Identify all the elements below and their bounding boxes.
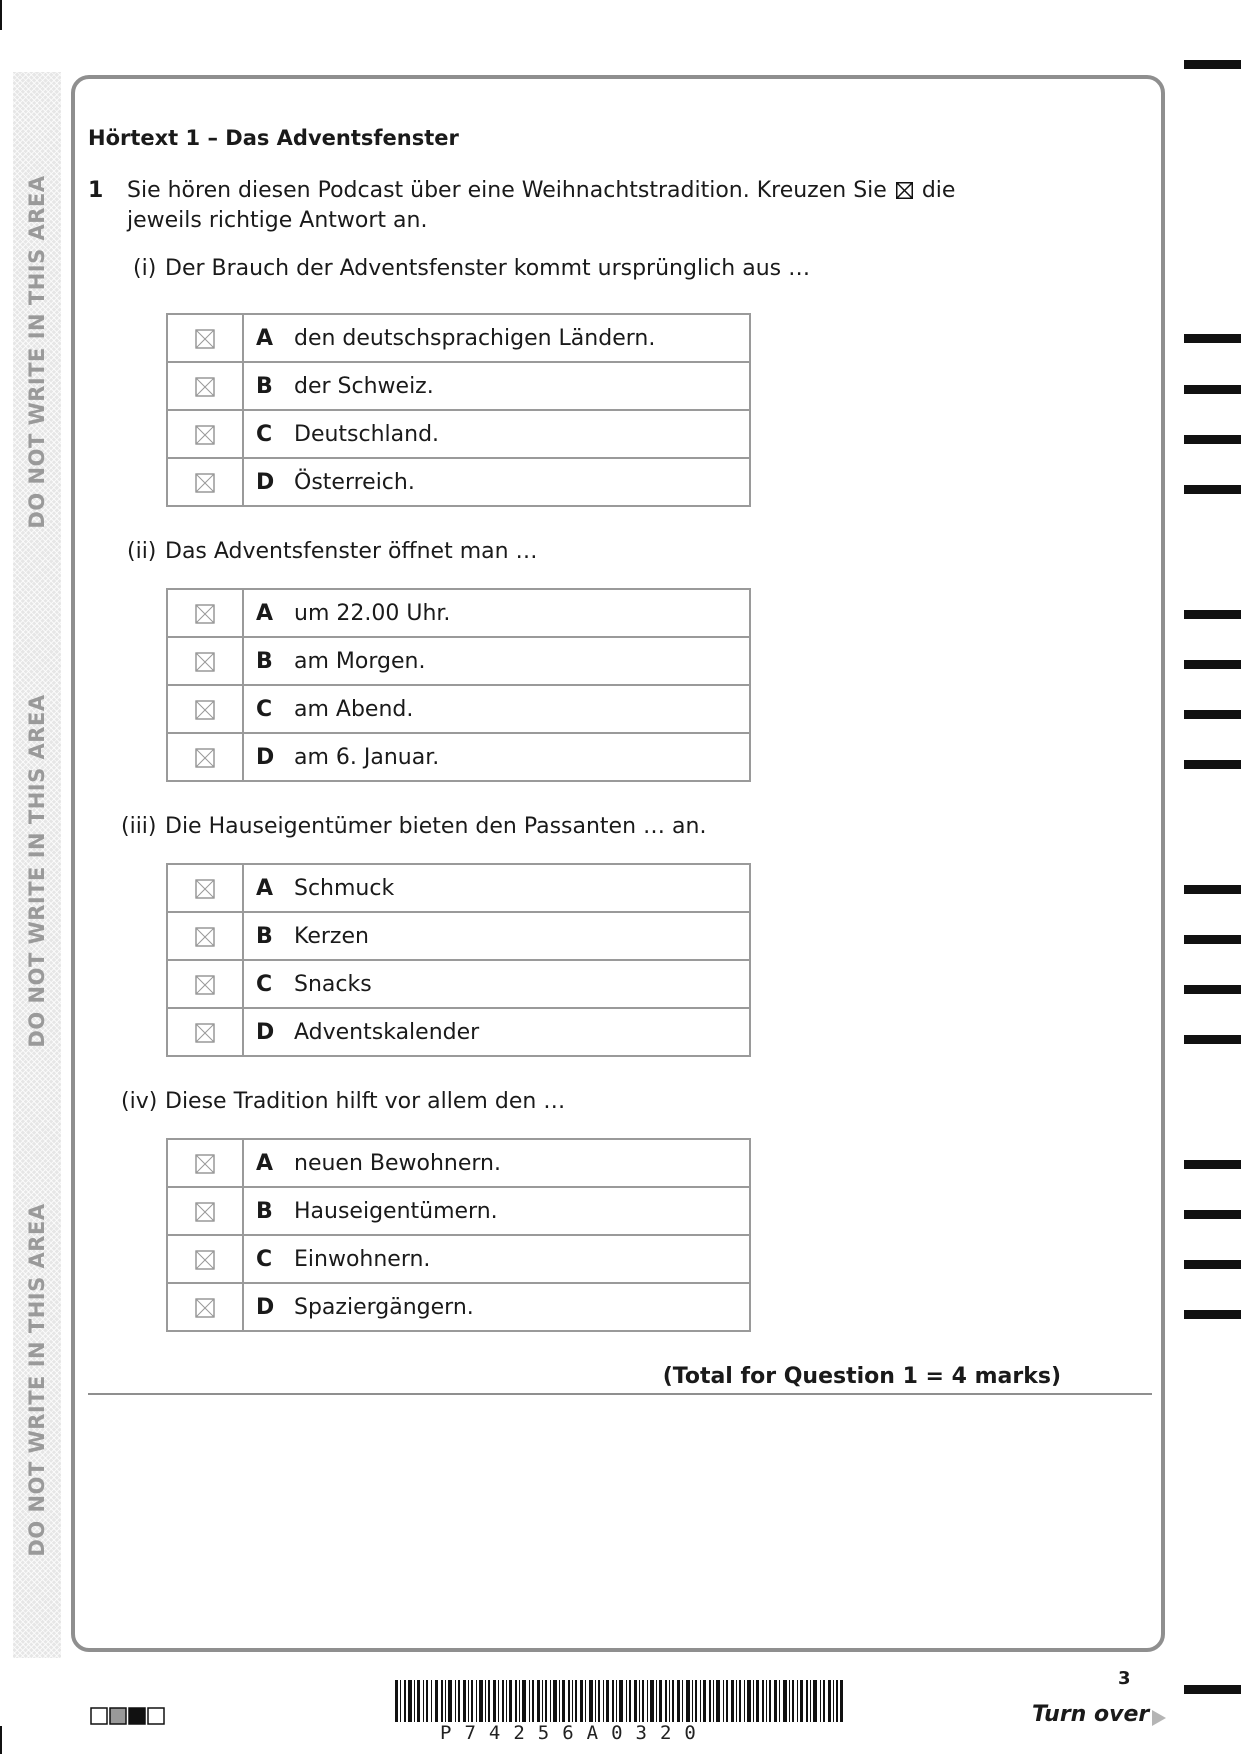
- option-text: Österreich.: [294, 469, 415, 495]
- option-row: [167, 733, 750, 781]
- crossed-box-icon: [896, 182, 913, 199]
- option-letter: B: [256, 1198, 273, 1224]
- options-table-iii: [166, 863, 751, 1057]
- part-text-i: Der Brauch der Adventsfenster kommt ursprünglich aus …: [165, 256, 811, 281]
- option-row: [167, 960, 750, 1008]
- option-text: Schmuck: [294, 875, 395, 901]
- option-text: am 6. Januar.: [294, 744, 440, 770]
- part-label-iii: (iii): [121, 814, 157, 839]
- turn-over-label: Turn over: [1032, 1702, 1150, 1727]
- timing-mark: [1184, 660, 1241, 669]
- option-row: [167, 1235, 750, 1283]
- option-cell: [243, 1008, 750, 1056]
- timing-mark: [1184, 485, 1241, 494]
- timing-mark: [1184, 885, 1241, 894]
- triangle-arrow-icon: [1149, 1706, 1169, 1730]
- question-text-before: Sie hören diesen Podcast über eine Weihnachtstradition. Kreuzen Sie: [127, 178, 887, 203]
- option-row: [167, 1283, 750, 1331]
- section-title: Hörtext 1 – Das Adventsfenster: [88, 126, 459, 150]
- option-row: [167, 362, 750, 410]
- part-label-i: (i): [133, 256, 157, 281]
- timing-mark: [1184, 334, 1241, 343]
- option-cell: [243, 637, 750, 685]
- option-row: [167, 864, 750, 912]
- answer-box-cell[interactable]: [167, 1187, 243, 1235]
- crop-mark-bottom-left: [0, 1726, 2, 1754]
- option-text: der Schweiz.: [294, 373, 434, 399]
- side-warning-top: DO NOT WRITE IN THIS AREA: [25, 175, 49, 529]
- option-row: [167, 410, 750, 458]
- option-cell: [243, 912, 750, 960]
- answer-checkbox-icon[interactable]: [195, 425, 215, 445]
- timing-mark: [1184, 760, 1241, 769]
- option-cell: [243, 1235, 750, 1283]
- answer-checkbox-icon[interactable]: [195, 652, 215, 672]
- option-letter: D: [256, 1019, 275, 1045]
- options-table-i: [166, 313, 751, 507]
- timing-mark: [1184, 985, 1241, 994]
- answer-box-cell[interactable]: [167, 685, 243, 733]
- answer-box-cell[interactable]: [167, 637, 243, 685]
- answer-checkbox-icon[interactable]: [195, 700, 215, 720]
- option-text: um 22.00 Uhr.: [294, 600, 451, 626]
- answer-checkbox-icon[interactable]: [195, 604, 215, 624]
- option-letter: C: [256, 696, 273, 722]
- timing-mark: [1184, 610, 1241, 619]
- option-letter: A: [256, 600, 274, 626]
- question-text: [127, 176, 1007, 236]
- option-text: Adventskalender: [294, 1019, 480, 1045]
- option-letter: C: [256, 1246, 273, 1272]
- answer-checkbox-icon[interactable]: [195, 879, 215, 899]
- answer-checkbox-icon[interactable]: [195, 377, 215, 397]
- option-text: Spaziergängern.: [294, 1294, 474, 1320]
- option-text: Einwohnern.: [294, 1246, 431, 1272]
- timing-mark: [1184, 435, 1241, 444]
- option-row: [167, 1139, 750, 1187]
- answer-checkbox-icon[interactable]: [195, 748, 215, 768]
- option-cell: [243, 864, 750, 912]
- option-row: [167, 912, 750, 960]
- part-label-iv: (iv): [121, 1089, 158, 1114]
- option-cell: [243, 458, 750, 506]
- option-text: neuen Bewohnern.: [294, 1150, 501, 1176]
- option-text: am Abend.: [294, 696, 414, 722]
- answer-box-cell[interactable]: [167, 912, 243, 960]
- option-letter: A: [256, 325, 274, 351]
- timing-mark: [1184, 1685, 1241, 1694]
- question-total: (Total for Question 1 = 4 marks): [662, 1364, 1061, 1389]
- option-cell: [243, 314, 750, 362]
- part-text-iii: Die Hauseigentümer bieten den Passanten … an.: [165, 814, 707, 839]
- option-cell: [243, 410, 750, 458]
- option-letter: A: [256, 1150, 274, 1176]
- barcode-text: P74256A0320: [440, 1722, 709, 1744]
- answer-checkbox-icon[interactable]: [195, 927, 215, 947]
- timing-mark: [1184, 935, 1241, 944]
- option-cell: [243, 1187, 750, 1235]
- answer-checkbox-icon[interactable]: [195, 473, 215, 493]
- answer-box-cell[interactable]: [167, 1008, 243, 1056]
- answer-box-cell[interactable]: [167, 314, 243, 362]
- timing-mark: [1184, 710, 1241, 719]
- option-letter: D: [256, 744, 275, 770]
- option-cell: [243, 589, 750, 637]
- side-warning-middle: DO NOT WRITE IN THIS AREA: [25, 694, 49, 1048]
- options-table-iv: [166, 1138, 751, 1332]
- option-cell: [243, 1139, 750, 1187]
- option-letter: C: [256, 971, 273, 997]
- options-table-ii: [166, 588, 751, 782]
- answer-box-cell[interactable]: [167, 362, 243, 410]
- answer-box-cell[interactable]: [167, 1139, 243, 1187]
- timing-mark: [1184, 60, 1241, 69]
- option-cell: [243, 1283, 750, 1331]
- answer-box-cell[interactable]: [167, 589, 243, 637]
- answer-box-cell[interactable]: [167, 733, 243, 781]
- barcode: [395, 1680, 843, 1722]
- option-letter: C: [256, 421, 273, 447]
- timing-mark: [1184, 1260, 1241, 1269]
- option-text: Kerzen: [294, 923, 369, 949]
- timing-mark: [1184, 1310, 1241, 1319]
- side-warning-bottom: DO NOT WRITE IN THIS AREA: [25, 1203, 49, 1557]
- question-number: 1: [88, 178, 104, 203]
- option-text: am Morgen.: [294, 648, 426, 674]
- answer-box-cell[interactable]: [167, 960, 243, 1008]
- option-letter: B: [256, 648, 273, 674]
- option-row: [167, 589, 750, 637]
- timing-mark: [1184, 1210, 1241, 1219]
- option-letter: B: [256, 923, 273, 949]
- answer-checkbox-icon[interactable]: [195, 1250, 215, 1270]
- answer-box-cell[interactable]: [167, 1283, 243, 1331]
- part-text-iv: Diese Tradition hilft vor allem den …: [165, 1089, 566, 1114]
- question-text-after: die jeweils richtige Antwort an.: [127, 178, 956, 233]
- option-text: Snacks: [294, 971, 372, 997]
- option-letter: D: [256, 1294, 275, 1320]
- crop-mark-top-left: [0, 0, 2, 30]
- answer-box-cell[interactable]: [167, 458, 243, 506]
- option-row: [167, 458, 750, 506]
- option-letter: B: [256, 373, 273, 399]
- answer-checkbox-icon[interactable]: [195, 975, 215, 995]
- option-text: den deutschsprachigen Ländern.: [294, 325, 656, 351]
- timing-mark: [1184, 385, 1241, 394]
- option-text: Deutschland.: [294, 421, 440, 447]
- option-letter: D: [256, 469, 275, 495]
- option-row: [167, 314, 750, 362]
- page-number: 3: [1118, 1668, 1131, 1689]
- divider-rule: [88, 1393, 1152, 1395]
- part-label-ii: (ii): [127, 539, 157, 564]
- answer-box-cell[interactable]: [167, 1235, 243, 1283]
- option-cell: [243, 685, 750, 733]
- answer-checkbox-icon[interactable]: [195, 329, 215, 349]
- option-cell: [243, 733, 750, 781]
- answer-checkbox-icon[interactable]: [195, 1298, 215, 1318]
- option-letter: A: [256, 875, 274, 901]
- option-row: [167, 685, 750, 733]
- answer-box-cell[interactable]: [167, 864, 243, 912]
- option-cell: [243, 362, 750, 410]
- option-row: [167, 637, 750, 685]
- option-row: [167, 1008, 750, 1056]
- timing-mark: [1184, 1160, 1241, 1169]
- option-cell: [243, 960, 750, 1008]
- option-row: [167, 1187, 750, 1235]
- page-squares-icon: [90, 1707, 166, 1725]
- answer-checkbox-icon[interactable]: [195, 1202, 215, 1222]
- option-text: Hauseigentümern.: [294, 1198, 498, 1224]
- part-text-ii: Das Adventsfenster öffnet man …: [165, 539, 538, 564]
- answer-checkbox-icon[interactable]: [195, 1154, 215, 1174]
- timing-mark: [1184, 1035, 1241, 1044]
- answer-box-cell[interactable]: [167, 410, 243, 458]
- answer-checkbox-icon[interactable]: [195, 1023, 215, 1043]
